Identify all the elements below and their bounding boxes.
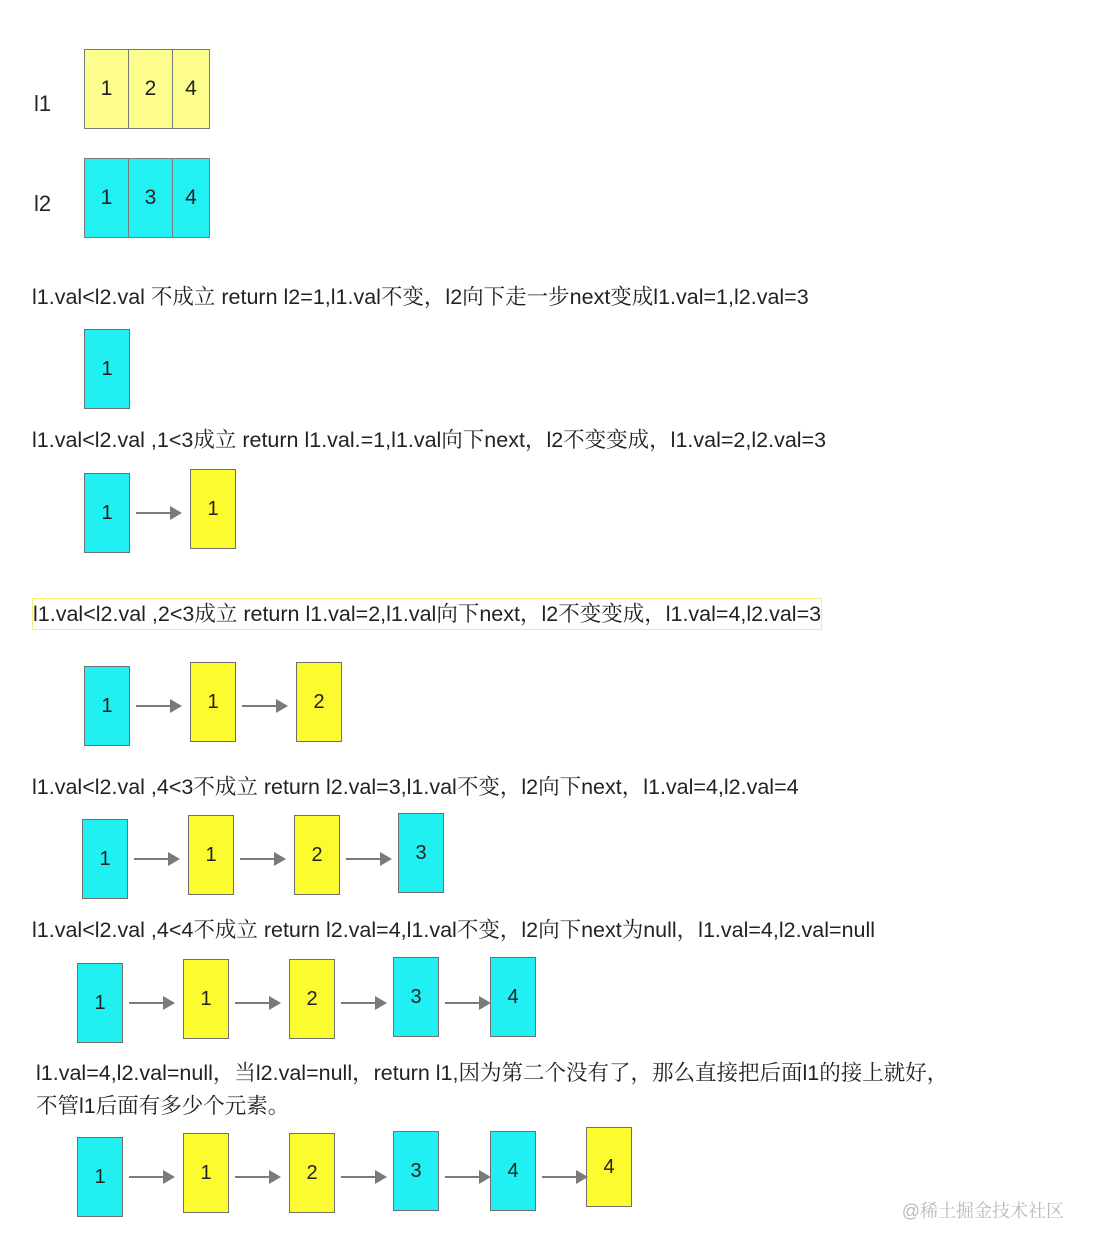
- list-l2-cell: 1: [85, 159, 129, 237]
- arrow-icon: [127, 993, 177, 1013]
- step-5-node: 3: [393, 957, 439, 1037]
- step-6-text: l1.val=4,l2.val=null，当l2.val=null，return l1,因为第二个没有了，那么直接把后面l1的接上就好，: [36, 1061, 949, 1085]
- arrow-icon: [134, 696, 184, 716]
- arrow-icon: [238, 849, 288, 869]
- arrow-icon: [233, 1167, 283, 1187]
- step-3-node: 2: [296, 662, 342, 742]
- list-l2: [84, 158, 210, 238]
- arrow-icon: [127, 1167, 177, 1187]
- watermark: @稀土掘金技术社区: [901, 1201, 1064, 1221]
- list-label-l1: l1: [34, 91, 52, 116]
- step-5-node: 1: [77, 963, 123, 1043]
- step-4-node: 1: [82, 819, 128, 899]
- step-5-node: 2: [289, 959, 335, 1039]
- step-6-node: 3: [393, 1131, 439, 1211]
- step-4-text: l1.val<l2.val ,4<3不成立 return l2.val=3,l1.val不变，l2向下next，l1.val=4,l2.val=4: [32, 775, 799, 799]
- step-6-node: 1: [183, 1133, 229, 1213]
- arrow-icon: [233, 993, 283, 1013]
- list-l1-cell: 1: [85, 50, 129, 128]
- arrow-icon: [339, 993, 389, 1013]
- step-6-node: 4: [490, 1131, 536, 1211]
- step-5-node: 1: [183, 959, 229, 1039]
- arrow-icon: [339, 1167, 389, 1187]
- step-3-node: 1: [84, 666, 130, 746]
- step-1-text: l1.val<l2.val 不成立 return l2=1,l1.val不变，l2向下走一步next变成l1.val=1,l2.val=3: [32, 285, 809, 309]
- step-3-node: 1: [190, 662, 236, 742]
- step-6-text-line2: 不管l1后面有多少个元素。: [36, 1094, 290, 1118]
- step-1-node: 1: [84, 329, 130, 409]
- arrow-icon: [540, 1167, 590, 1187]
- arrow-icon: [134, 503, 184, 523]
- arrow-icon: [240, 696, 290, 716]
- list-label-l2: l2: [34, 191, 52, 216]
- step-5-node: 4: [490, 957, 536, 1037]
- step-6-node: 4: [586, 1127, 632, 1207]
- step-5-text: l1.val<l2.val ,4<4不成立 return l2.val=4,l1.val不变，l2向下next为null，l1.val=4,l2.val=null: [32, 918, 876, 942]
- step-2-node: 1: [84, 473, 130, 553]
- list-l1: [84, 49, 210, 129]
- step-4-node: 1: [188, 815, 234, 895]
- arrow-icon: [443, 993, 493, 1013]
- list-l2-cell: 4: [185, 186, 197, 209]
- step-3-text: l1.val<l2.val ,2<3成立 return l1.val=2,l1.val向下next，l2不变变成，l1.val=4,l2.val=3: [32, 598, 822, 630]
- arrow-icon: [344, 849, 394, 869]
- step-4-node: 3: [398, 813, 444, 893]
- step-6-node: 2: [289, 1133, 335, 1213]
- step-4-node: 2: [294, 815, 340, 895]
- step-6-node: 1: [77, 1137, 123, 1217]
- list-l1-cell: 2: [129, 50, 173, 128]
- step-2-node: 1: [190, 469, 236, 549]
- step-2-text: l1.val<l2.val ,1<3成立 return l1.val.=1,l1.val向下next，l2不变变成，l1.val=2,l2.val=3: [32, 428, 827, 452]
- arrow-icon: [443, 1167, 493, 1187]
- list-l1-cell: 4: [185, 77, 197, 100]
- list-l2-cell: 3: [129, 159, 173, 237]
- arrow-icon: [132, 849, 182, 869]
